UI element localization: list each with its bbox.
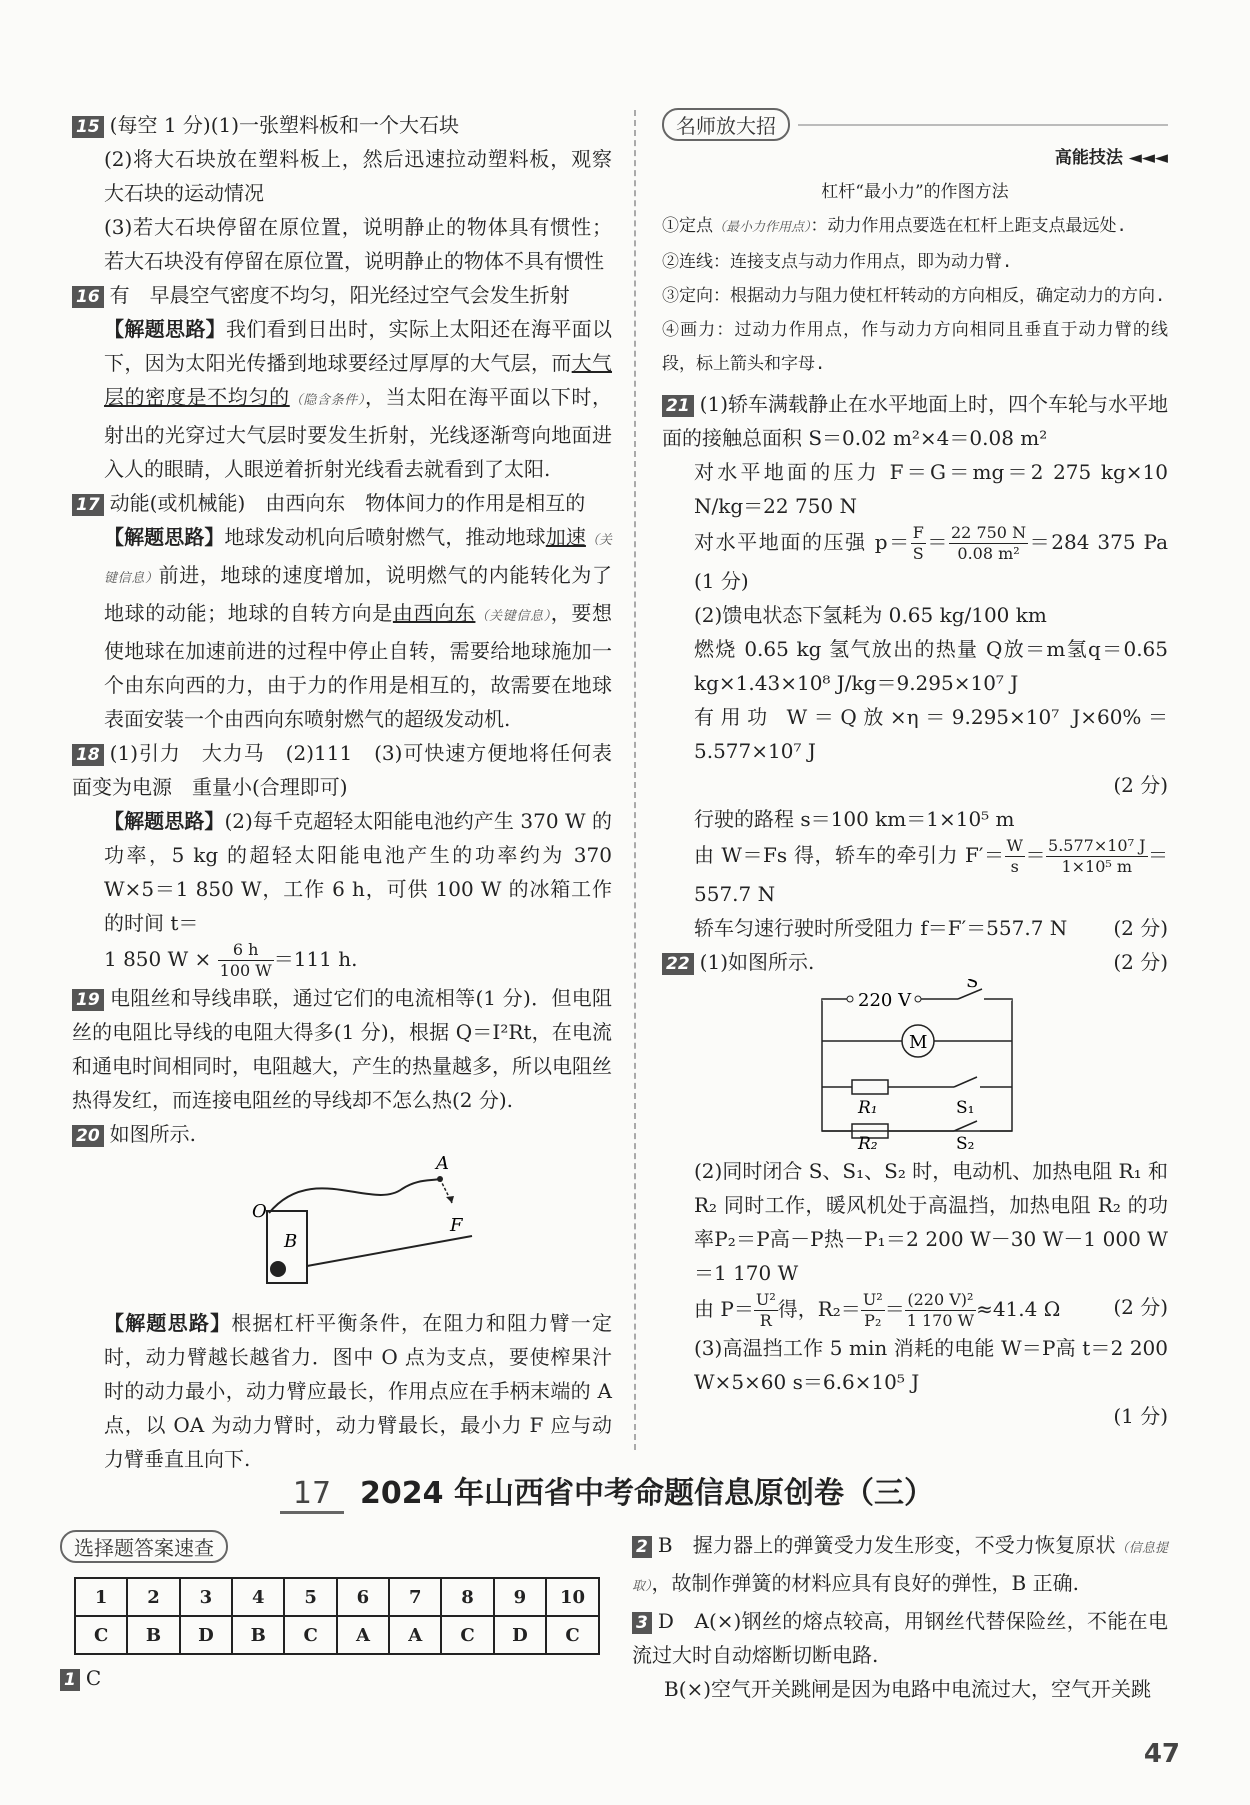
page-number: 47: [1143, 1739, 1180, 1769]
score: (2 分): [1113, 773, 1168, 797]
formula-22-resistance: 由 P＝ $\frac{\text{U²}}{R}$ 得，R₂＝ $\frac{\text{U²}}{\text{P₂}}$ ＝ $\frac{\text{(220 V)²}}{1 170 W}$ ≈41.4 Ω (2 分): [694, 1290, 1168, 1330]
tip-header: [662, 108, 1168, 141]
answer-table-cell: C: [546, 1616, 599, 1654]
tip-tag: 名师放大招: [662, 108, 790, 141]
question-number: 19: [72, 989, 104, 1011]
column-divider: [634, 110, 636, 1450]
quick-answers: 选择题答案速查 1 2 3 4 5 6 7 8 9 10 C B D B C A A C D C 1 C: [60, 1530, 600, 1695]
label-O: O: [252, 1201, 267, 1222]
answer-table-number: 1: [75, 1578, 127, 1616]
answer-table: [74, 1577, 600, 1655]
question-number: 17: [72, 494, 104, 516]
answer-table-cell: B: [232, 1616, 284, 1654]
answer-text: (2)同时闭合 S、S₁、S₂ 时，电动机、加热电阻 R₁ 和 R₂ 同时工作，暖风机处于高温挡，加热电阻 R₂ 的功率P₂＝P高－P热－P₁＝2 200 W－30 W－1 000 W＝1 170 W: [694, 1159, 1168, 1285]
label-M: M: [909, 1032, 928, 1053]
section-number: 17: [280, 1476, 344, 1514]
answer-text: (2)将大石块放在塑料板上，然后迅速拉动塑料板，观察大石块的运动情况: [104, 147, 612, 205]
label-F: F: [450, 1215, 463, 1236]
formula-21-pressure: 对水平地面的压强 p＝ $\frac{F}{S}$ ＝ $\frac{22 750 N}{\text{0.08 m²}}$ ＝284 375 Pa (1 分): [694, 523, 1168, 593]
question-number: 3: [632, 1612, 652, 1634]
solution-16: 【解题思路】我们看到日出时，实际上太阳还在海平面以下，因为太阳光传播到地球要经过厚厚的大气层，而大气层的密度是不均匀的（隐含条件），当太阳在海平面以下时，射出的光穿过大气层时要发生折射，光线逐渐弯向地面进入人的眼睛，人眼逆着折射光线看去就看到了太阳.: [104, 317, 613, 481]
label-A: A: [436, 1153, 449, 1174]
formula-18: 1 850 W × $\frac{6 h}{100 W}$ ＝111 h.: [104, 940, 358, 980]
answer-table-number: 7: [389, 1578, 441, 1616]
answer-table-number: 2: [127, 1578, 179, 1616]
solution-17: 【解题思路】地球发动机向后喷射燃气，推动地球加速（关键信息）前进，地球的速度增加，说明燃气的内能转化为了地球的动能；地球的自转方向是由西向东（关键信息），要想使地球在加速前进的过程中停止自转，需要给地球施加一个由东向西的力，由于力的作用是相互的，故需要在地球表面安装一个由西向东喷射燃气的超级发动机.: [104, 525, 613, 731]
label-S1: S₁: [956, 1098, 975, 1118]
answer-text: 行驶的路程 s＝100 km＝1×10⁵ m: [694, 807, 1015, 831]
section-title: 2024 年山西省中考命题信息原创卷（三）: [360, 1476, 934, 1511]
answer-text: 轿车匀速行驶时所受阻力 f＝F′＝557.7 N (2 分): [694, 916, 1168, 940]
answer-table-number: 10: [546, 1578, 599, 1616]
lower-right-column: 2 B 握力器上的弹簧受力发生形变，不受力恢复原状（信息提取），故制作弹簧的材料应具有良好的弹性，B 正确. 3 D A(×)钢丝的熔点较高，用钢丝代替保险丝，不能在电流过大时自动熔断切断电路. B(×)空气开关跳闸是因为电路中电流过大，空气开关跳: [632, 1528, 1168, 1706]
answer-table-number: 9: [494, 1578, 546, 1616]
answer-text: 燃烧 0.65 kg 氢气放出的热量 Q放＝m氢q＝0.65 kg×1.43×10⁸ J/kg＝9.295×10⁷ J: [694, 637, 1168, 695]
question-number: 2: [632, 1536, 652, 1558]
question-number: 18: [72, 744, 104, 766]
answer-table-cell: D: [494, 1616, 546, 1654]
answer-table-cell: C: [75, 1616, 127, 1654]
label-R1: R₁: [858, 1098, 878, 1118]
quick-answers-tag: 选择题答案速查: [60, 1530, 228, 1563]
formula-21-force: 由 W＝Fs 得，轿车的牵引力 F′＝ $\frac{W}{s}$ ＝ $\frac{\text{5.577×10⁷ J}}{\text{1×10⁵ m}}$ ＝557.7 N: [694, 836, 1169, 906]
question-number: 16: [72, 286, 104, 308]
tip-title: 杠杆“最小力”的作图方法: [821, 182, 1009, 202]
answer-table-cell: C: [441, 1616, 493, 1654]
answer-text: (3)若大石块停留在原位置，说明静止的物体具有惯性；若大石块没有停留在原位置，说明静止的物体不具有惯性: [104, 215, 612, 273]
question-number: 21: [662, 395, 694, 417]
answer-table-cell: B: [127, 1616, 179, 1654]
label-voltage: 220 V: [858, 990, 912, 1011]
answer-table-cell: A: [389, 1616, 441, 1654]
left-column: 15 (每空 1 分)(1)一张塑料板和一个大石块 (2)将大石块放在塑料板上，然后迅速拉动塑料板，观察大石块的运动情况 (3)若大石块停留在原位置，说明静止的物体具有惯性；若大石块没有停留在原位置，说明静止的物体不具有惯性 16 有 早晨空气密度不均匀，阳光经过空气会发生折射 【解题思路】我们看到日出时，实际上太阳还在海平面以下，因为太阳光传播到地球要经过厚厚的大气层，而大气层的密度是不均匀的（隐含条件），当太阳在海平面以下时，射出的光穿过大气层时要发生折射，光线逐渐弯向地面进入人的眼睛，人眼逆着折射光线看去就看到了太阳. 17 动能(或机械能) 由西向东 物体间力的作用是相互的 【解题思路】地球发动机向后喷射燃气，推动地球加速（关键信息）前进，地球的速度增加，说明燃气的内能转化为了地球的动能；地球的自转方向是由西向东（关键信息），要想使地球在加速前进的过程中停止自转，需要给地球施加一个由东向西的力，由于力的作用是相互的，故需要在地球表面安装一个由西向东喷射燃气的超级发动机. 18 (1)引力 大力马 (2)111 (3)可快速方便地将任何表面变为电源 重量小(合理即可) 【解题思路】(2)每千克超轻太阳能电池约产生 370 W 的功率，5 kg 的超轻太阳能电池产生的功率约为 370 W×5＝1 850 W，工作 6 h，可供 100 W 的冰箱工作的时间 t＝ 1 850 W × $\frac{6 h}{100 W}$ ＝111 h. 19 电阻丝和导线串联，通过它们的电流相等(1 分)．但电阻丝的电阻比导线的电阻大得多(1 分)，根据 Q＝I²Rt，在电流和通电时间相同时，电阻越大，产生的热量越多，所以电阻丝热得发红，而连接电阻丝的导线却不怎么热(2 分). 20 如图所示. A O B F 【解题思路】根据杠杆平衡条件，在阻力和阻力臂一定时，动力臂越长越省力．图中 O 点为支点，要使榨果汁时的动力最小，动力臂应最长，作用点应在手柄末端的 A 点，以 OA 为动力臂时，动力臂最长，最小力 F 应与动力臂垂直且向下.: [72, 108, 612, 1476]
answer-text: (3)高温挡工作 5 min 消耗的电能 W＝P高 t＝2 200 W×5×60 s＝6.6×10⁵ J: [694, 1336, 1168, 1394]
answer-text: 有用功 W＝Q放×η＝9.295×10⁷ J×60%＝5.577×10⁷ J: [694, 705, 1168, 763]
tip-subtitle: 高能技法 ◄◄◄: [1054, 148, 1168, 168]
label-S2: S₂: [956, 1134, 975, 1149]
answer-table-cell: C: [284, 1616, 336, 1654]
answer-table-cell: A: [337, 1616, 389, 1654]
answer-table-number: 4: [232, 1578, 284, 1616]
lever-diagram: [72, 1151, 612, 1301]
answer-table-cell: D: [180, 1616, 232, 1654]
question-number: 20: [72, 1125, 104, 1147]
answer-table-number: 3: [180, 1578, 232, 1616]
score: (1 分): [1113, 1404, 1168, 1428]
label-S: S: [966, 979, 979, 992]
question-number: 1: [60, 1669, 80, 1691]
tip-box: ①定点（最小力作用点）：动力作用点要选在杠杆上距支点最远处. ②连线：连接支点与动力作用点，即为动力臂. ③定向：根据动力与阻力使杠杆转动的方向相反，确定动力的方向. ④画力：过动力作用点，作与动力方向相同且垂直于动力臂的线段，标上箭头和字母.: [662, 216, 1168, 374]
section-banner: [280, 1468, 934, 1514]
label-R2: R₂: [858, 1134, 878, 1149]
answer-text: (2)馈电状态下氢耗为 0.65 kg/100 km: [694, 603, 1047, 627]
right-column: 名师放大招 高能技法 ◄◄◄ 杠杆“最小力”的作图方法 ①定点（最小力作用点）：动力作用点要选在杠杆上距支点最远处. ②连线：连接支点与动力作用点，即为动力臂. ③定向：根据动力与阻力使杠杆转动的方向相反，确定动力的方向. ④画力：过动力作用点，作与动力方向相同且垂直于动力臂的线段，标上箭头和字母. 21 (1)轿车满载静止在水平地面上时，四个车轮与水平地面的接触总面积 S＝0.02 m²×4＝0.08 m² 对水平地面的压力 F＝G＝mg＝2 275 kg×10 N/kg＝22 750 N 对水平地面的压强 p＝ $\frac{F}{S}$ ＝ $\frac{22 750 N}{\text{0.08 m²}}$ ＝284 375 Pa (1 分) (2)馈电状态下氢耗为 0.65 kg/100 km 燃烧 0.65 kg 氢气放出的热量 Q放＝m氢q＝0.65 kg×1.43×10⁸ J/kg＝9.295×10⁷ J 有用功 W＝Q放×η＝9.295×10⁷ J×60%＝5.577×10⁷ J (2 分) 行驶的路程 s＝100 km＝1×10⁵ m 由 W＝Fs 得，轿车的牵引力 F′＝ $\frac{W}{s}$ ＝ $\frac{\text{5.577×10⁷ J}}{\text{1×10⁵ m}}$ ＝557.7 N 轿车匀速行驶时所受阻力 f＝F′＝557.7 N (2 分) 22 (1)如图所示. (2 分) 220 V S M R₁ S₁ R₂ S₂ (2)同时闭合 S、S₁、S₂ 时，电动机、加热电阻 R₁ 和 R₂ 同时工作，暖风机处于高温挡，加热电阻 R₂ 的功率P₂＝P高－P热－P₁＝2 200 W－30 W－1 000 W＝1 170 W 由 P＝ $\frac{\text{U²}}{R}$ 得，R₂＝ $\frac{\text{U²}}{\text{P₂}}$ ＝ $\frac{\text{(220 V)²}}{1 170 W}$ ≈41.4 Ω (2 分) (3)高温挡工作 5 min 消耗的电能 W＝P高 t＝2 200 W×5×60 s＝6.6×10⁵ J (1 分): [662, 108, 1168, 1433]
circuit-diagram: [662, 979, 1168, 1149]
label-B: B: [284, 1231, 298, 1252]
answer-text: 对水平地面的压力 F＝G＝mg＝2 275 kg×10 N/kg＝22 750 N: [694, 460, 1168, 518]
question-number: 22: [662, 953, 694, 975]
answer-table-number: 5: [284, 1578, 336, 1616]
solution-20: 【解题思路】根据杠杆平衡条件，在阻力和阻力臂一定时，动力臂越长越省力．图中 O 点为支点，要使榨果汁时的动力最小，动力臂应最长，作用点应在手柄末端的 A 点，以 OA 为动力臂时，动力臂最长，最小力 F 应与动力臂垂直且向下.: [104, 1311, 613, 1471]
answer-table-number: 8: [441, 1578, 493, 1616]
answer-text: B(×)空气开关跳闸是因为电路中电流过大，空气开关跳: [664, 1677, 1152, 1701]
answer-table-number: 6: [337, 1578, 389, 1616]
question-number: 15: [72, 116, 104, 138]
solution-18: 【解题思路】(2)每千克超轻太阳能电池约产生 370 W 的功率，5 kg 的超轻太阳能电池产生的功率约为 370 W×5＝1 850 W，工作 6 h，可供 100 W 的冰箱工作的时间 t＝: [104, 809, 613, 935]
